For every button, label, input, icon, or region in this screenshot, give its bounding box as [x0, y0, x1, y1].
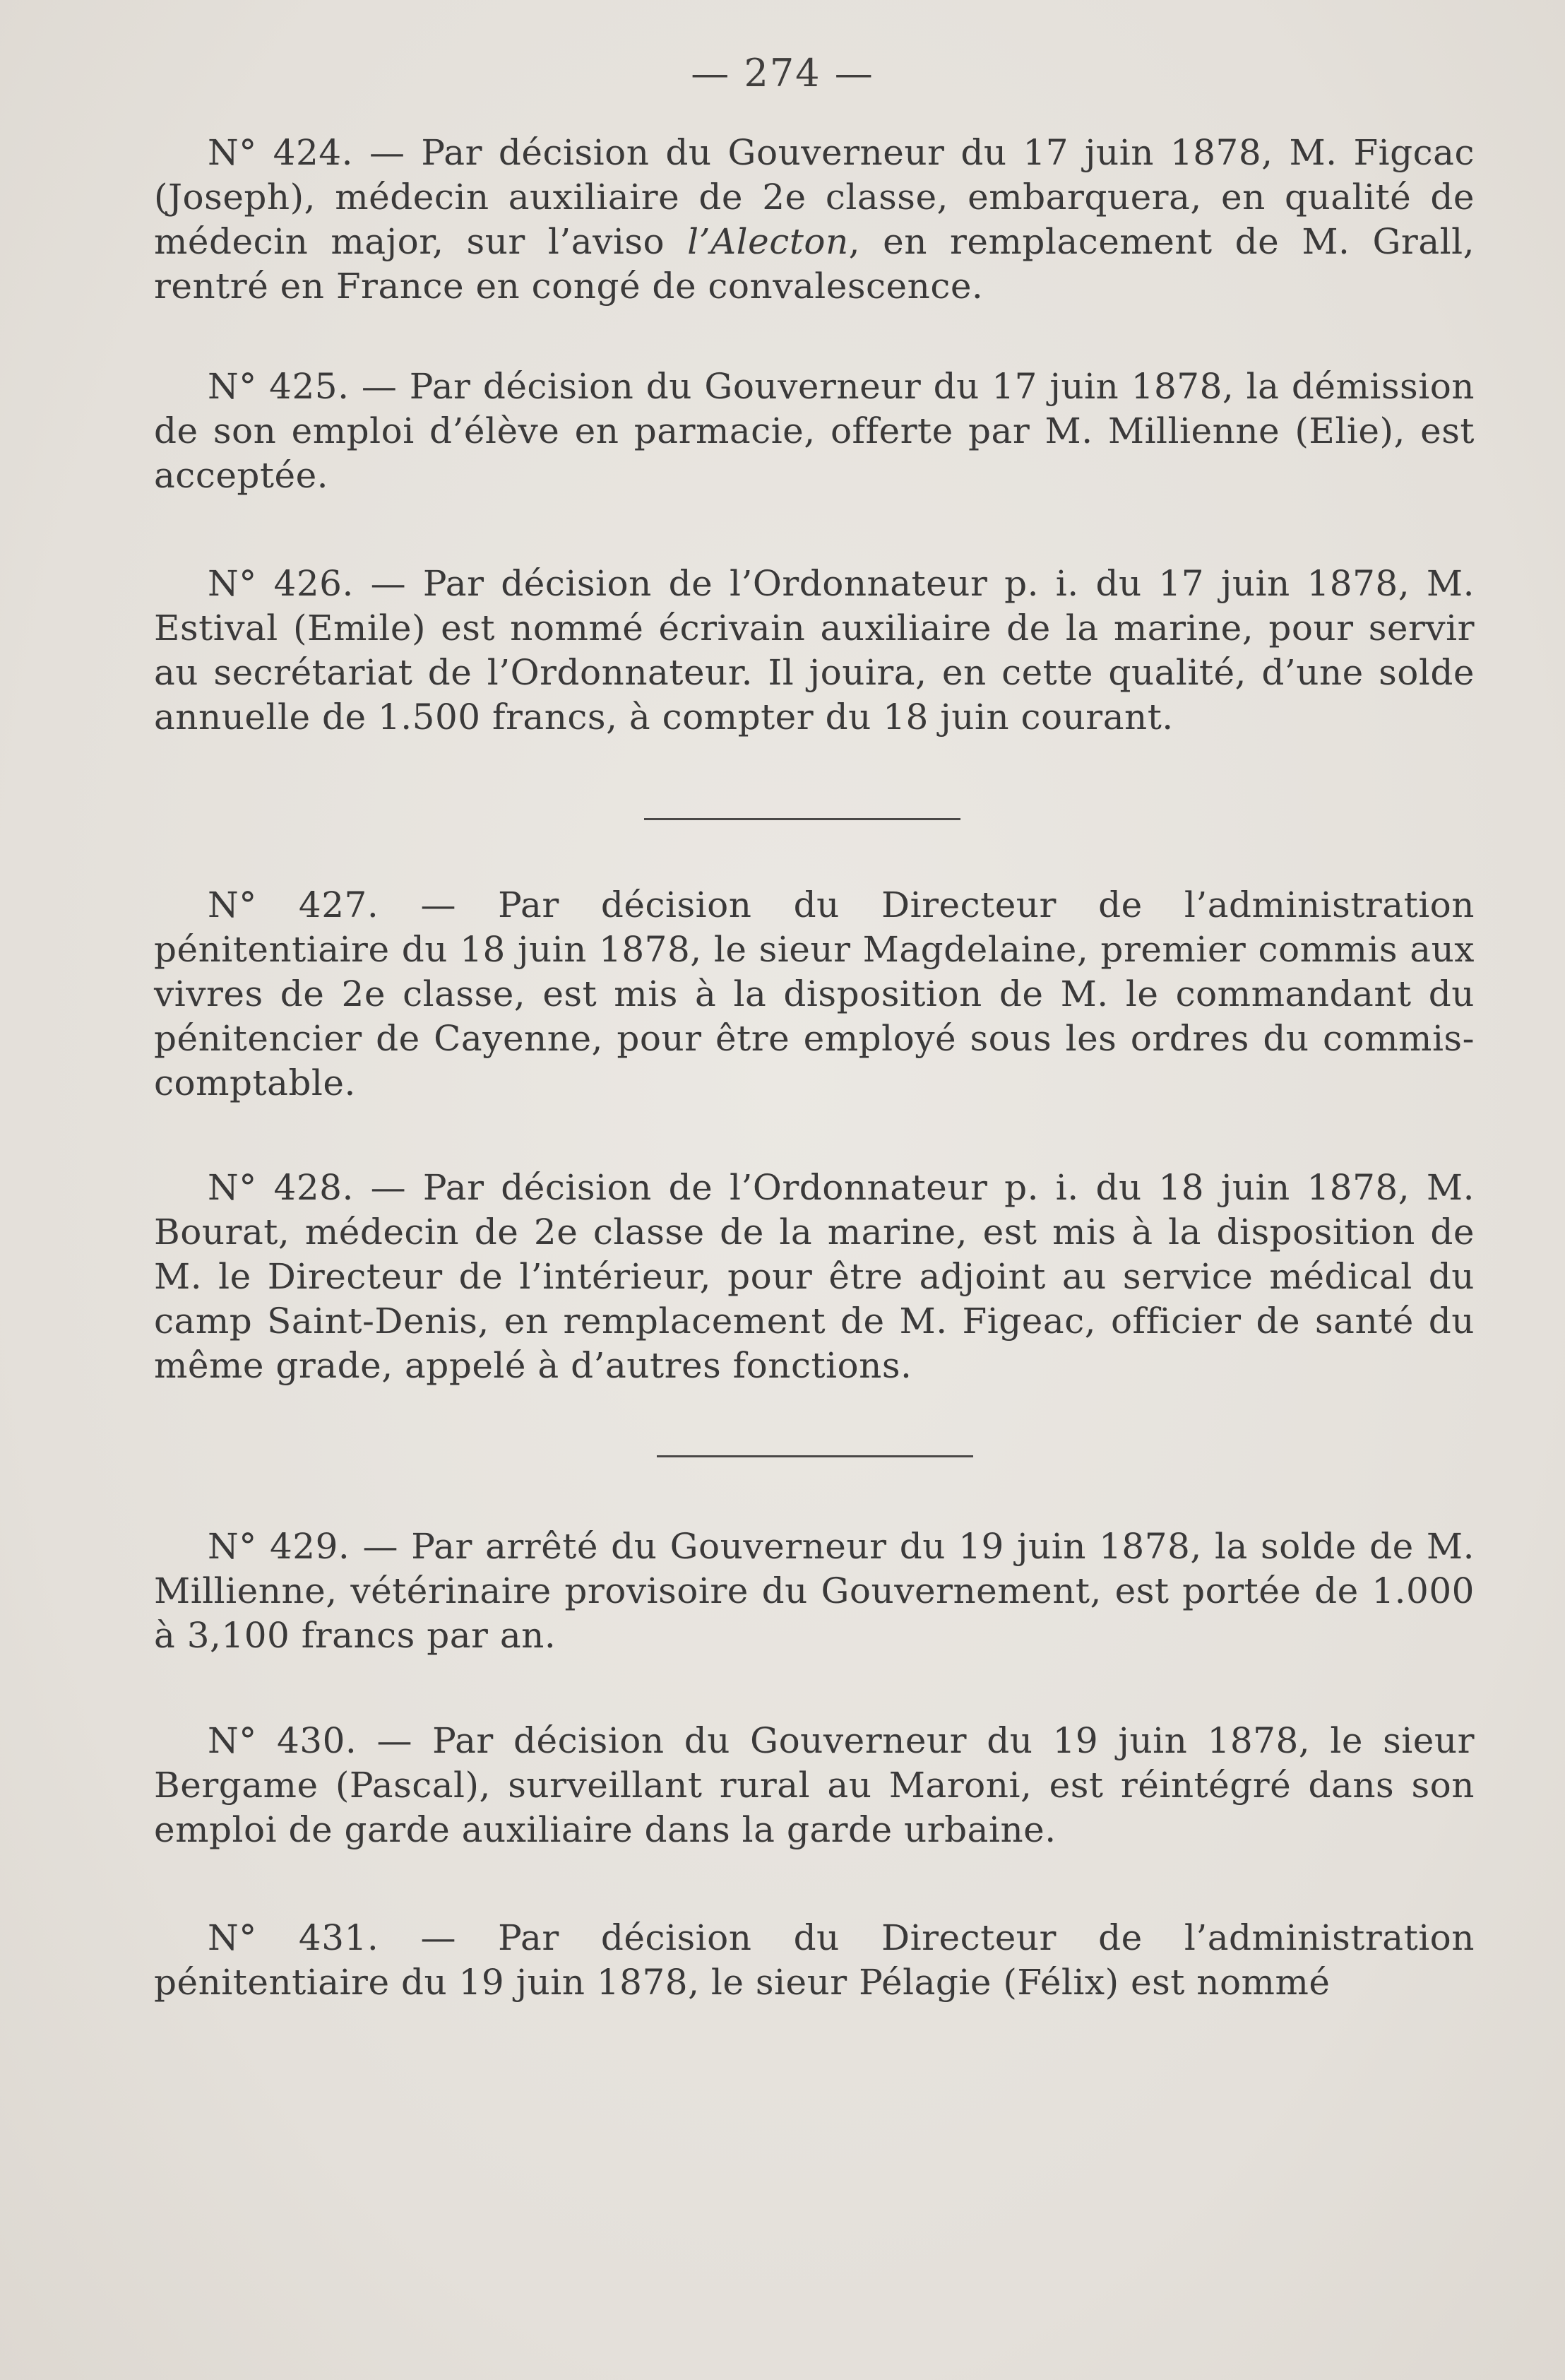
ship-name: l’Alecton — [687, 221, 849, 262]
entry-424-text-before: N° 424. — Par décision du Gouverneur du 17 juin 1878, M. Figcac (Joseph), médecin auxiliaire de 2e classe, embarquera, en qualité de médecin major, sur l’aviso — [154, 132, 1475, 262]
entry-429: N° 429. — Par arrêté du Gouverneur du 19 juin 1878, la solde de M. Millienne, vétérinaire provisoire du Gouvernement, est portée de 1.000 à 3,100 francs par an. — [154, 1526, 1475, 1656]
entry-430: N° 430. — Par décision du Gouverneur du 19 juin 1878, le sieur Bergame (Pascal), surveillant rural au Maroni, est réintégré dans son emploi de garde auxiliaire dans la garde urbaine. — [154, 1720, 1475, 1850]
entry-424 — [154, 131, 1475, 309]
entry-426: N° 426. — Par décision de l’Ordonnateur p. i. du 17 juin 1878, M. Estival (Emile) est nommé écrivain auxiliaire de la marine, pour servir au secrétariat de l’Ordonnateur. Il jouira, en cette qualité, d’une solde annuelle de 1.500 francs, à compter du 18 juin courant. — [154, 563, 1475, 738]
entry-431: N° 431. — Par décision du Directeur de l’administration pénitentiaire du 19 juin 1878, le sieur Pélagie (Félix) est nommé — [154, 1917, 1475, 2003]
entry-424-text-after: , en remplacement de M. Grall, rentré en France en congé de convalescence. — [154, 221, 1475, 307]
section-divider — [644, 818, 960, 820]
entry-427: N° 427. — Par décision du Directeur de l’administration pénitentiaire du 18 juin 1878, le sieur Magdelaine, premier commis aux vivres de 2e classe, est mis à la disposition de M. le commandant du pénitencier de Cayenne, pour être employé sous les ordres du commis-comptable. — [154, 884, 1475, 1103]
entry-425: N° 425. — Par décision du Gouverneur du 17 juin 1878, la démission de son emploi d’élève en parmacie, offerte par M. Millienne (Elie), est acceptée. — [154, 366, 1475, 496]
page-number: — 274 — — [691, 51, 874, 95]
entry-428: N° 428. — Par décision de l’Ordonnateur p. i. du 18 juin 1878, M. Bourat, médecin de 2e classe de la marine, est mis à la disposition de M. le Directeur de l’intérieur, pour être adjoint au service médical du camp Saint-Denis, en remplacement de M. Figeac, officier de santé du même grade, appelé à d’autres fonctions. — [154, 1167, 1475, 1386]
section-divider — [657, 1455, 973, 1457]
